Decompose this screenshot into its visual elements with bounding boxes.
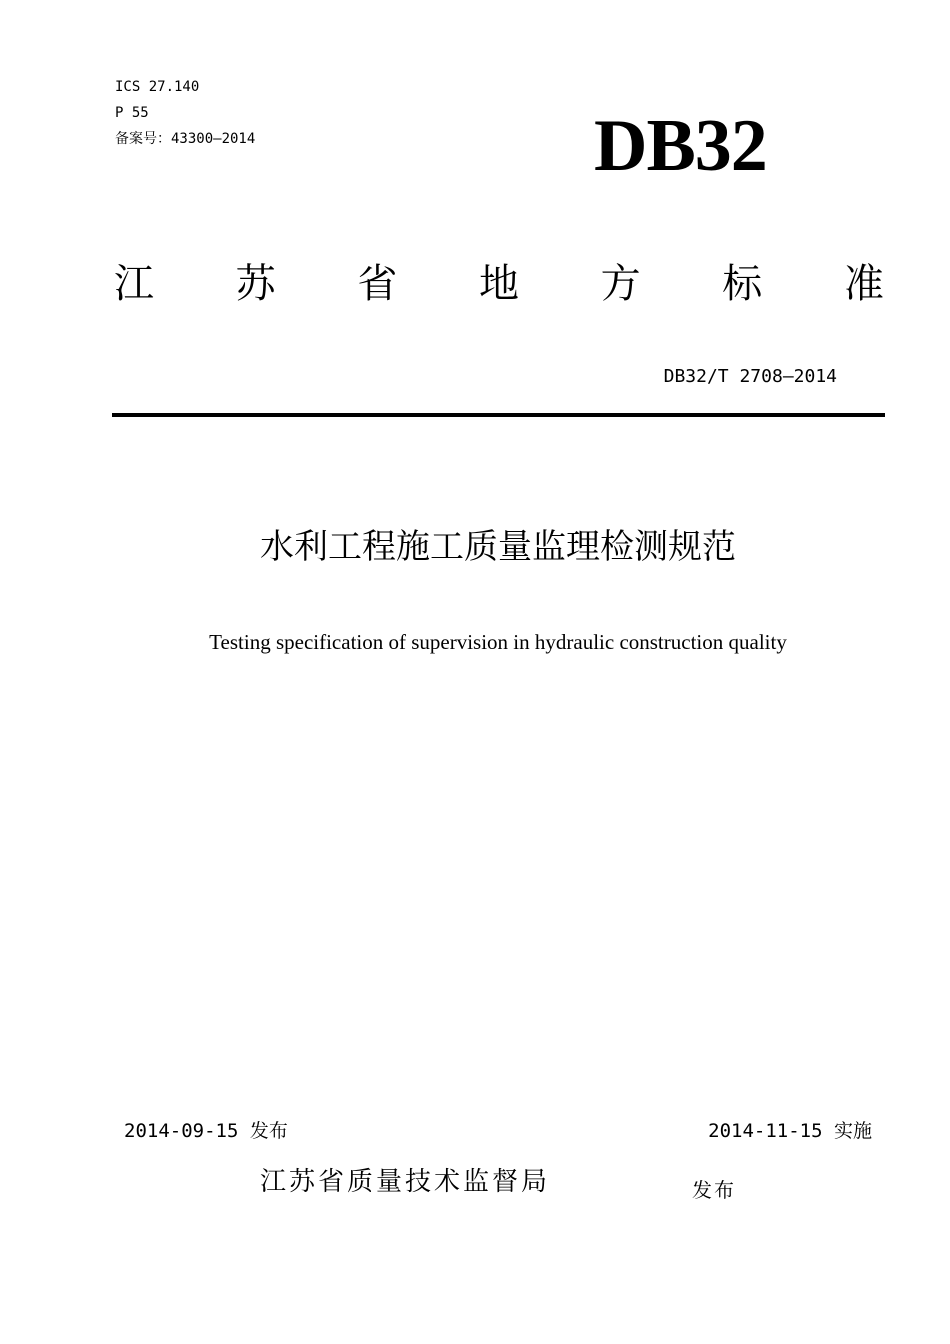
- issuing-authority: 江苏省质量技术监督局: [260, 1167, 551, 1197]
- standard-type-char: 方: [600, 261, 641, 307]
- standard-type-char: 准: [843, 261, 884, 307]
- header-divider: [112, 413, 885, 417]
- standard-type-char: 标: [722, 261, 763, 307]
- category-code: P 55: [115, 105, 149, 121]
- publish-date: 2014-09-15 发布: [124, 1120, 288, 1142]
- ics-code: ICS 27.140: [115, 79, 200, 95]
- standard-logo: DB32: [594, 105, 767, 187]
- document-title-chinese: 水利工程施工质量监理检测规范: [260, 527, 736, 567]
- document-title-english: Testing specification of supervision in hydraulic construction quality: [209, 630, 787, 654]
- filing-number: 备案号：43300—2014: [115, 131, 256, 147]
- standard-type-heading: [114, 258, 884, 310]
- standard-type-char: 江: [114, 261, 154, 307]
- document-metadata: [115, 74, 255, 152]
- standard-type-char: 苏: [235, 261, 276, 307]
- standard-number: DB32/T 2708—2014: [663, 366, 837, 387]
- implement-date: 2014-11-15 实施: [708, 1120, 872, 1142]
- standard-type-char: 省: [357, 261, 398, 307]
- standard-type-char: 地: [478, 261, 519, 307]
- issue-label: 发布: [692, 1178, 736, 1202]
